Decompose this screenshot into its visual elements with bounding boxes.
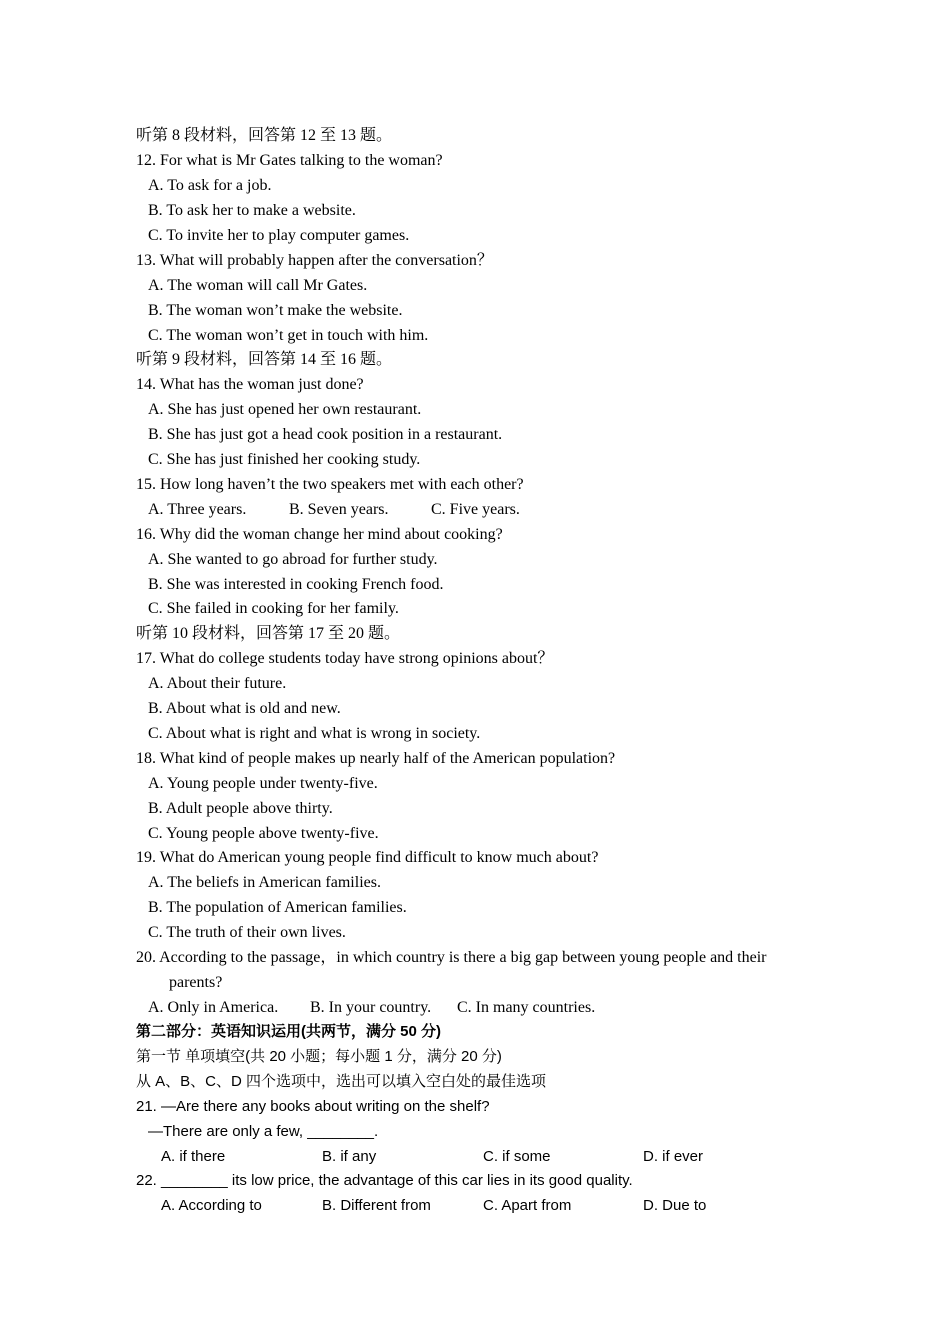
section-10-heading: 听第 10 段材料，回答第 17 至 20 题。 <box>136 625 401 642</box>
question-17-option-a: A. About their future. <box>148 675 287 692</box>
question-21-option-a: A. if there <box>161 1148 226 1165</box>
question-22-option-a: A. According to <box>161 1197 262 1214</box>
question-12-option-b: B. To ask her to make a website. <box>148 202 356 219</box>
question-17-stem: 17. What do college students today have strong opinions about？ <box>136 650 554 667</box>
question-14-option-c: C. She has just finished her cooking study. <box>148 451 421 468</box>
question-13-option-b: B. The woman won’t make the website. <box>148 302 403 319</box>
question-15-option-b: B. Seven years. <box>289 501 389 518</box>
question-16-option-a: A. She wanted to go abroad for further study. <box>148 551 438 568</box>
question-20-option-c: C. In many countries. <box>457 999 596 1016</box>
question-14-option-b: B. She has just got a head cook position in a restaurant. <box>148 426 503 443</box>
question-12-stem: 12. For what is Mr Gates talking to the woman? <box>136 152 443 169</box>
question-16-option-c: C. She failed in cooking for her family. <box>148 600 399 617</box>
question-15-option-c: C. Five years. <box>431 501 520 518</box>
question-22-stem: 22. ________ its low price, the advantage of this car lies in its good quality. <box>136 1172 633 1189</box>
part-2-title: 第二部分：英语知识运用(共两节，满分 50 分) <box>136 1023 442 1040</box>
question-13-option-c: C. The woman won’t get in touch with him. <box>148 327 429 344</box>
question-15-stem: 15. How long haven’t the two speakers met with each other? <box>136 476 524 493</box>
question-15-option-a: A. Three years. <box>148 501 247 518</box>
question-21-line-1: 21. —Are there any books about writing on the shelf? <box>136 1098 490 1115</box>
question-21-option-d: D. if ever <box>643 1148 704 1165</box>
question-12-option-c: C. To invite her to play computer games. <box>148 227 410 244</box>
question-22-option-d: D. Due to <box>643 1197 707 1214</box>
question-14-stem: 14. What has the woman just done? <box>136 376 364 393</box>
question-19-option-a: A. The beliefs in American families. <box>148 874 381 891</box>
question-18-stem: 18. What kind of people makes up nearly half of the American population? <box>136 750 616 767</box>
question-19-option-c: C. The truth of their own lives. <box>148 924 346 941</box>
question-13-option-a: A. The woman will call Mr Gates. <box>148 277 368 294</box>
section-8-heading: 听第 8 段材料，回答第 12 至 13 题。 <box>136 127 393 144</box>
question-21-line-2: —There are only a few, ________. <box>148 1123 379 1140</box>
question-17-option-b: B. About what is old and new. <box>148 700 341 717</box>
question-19-stem: 19. What do American young people find difficult to know much about? <box>136 849 599 866</box>
question-18-option-b: B. Adult people above thirty. <box>148 800 333 817</box>
section-1-title: 第一节 单项填空(共 20 小题；每小题 1 分，满分 20 分) <box>136 1048 502 1065</box>
question-12-option-a: A. To ask for a job. <box>148 177 272 194</box>
question-20-stem-continued: parents? <box>169 974 223 991</box>
question-22-option-b: B. Different from <box>322 1197 431 1214</box>
question-20-stem: 20. According to the passage，in which country is there a big gap between young people and their <box>136 949 767 966</box>
question-16-stem: 16. Why did the woman change her mind about cooking? <box>136 526 503 543</box>
question-22-option-c: C. Apart from <box>483 1197 572 1214</box>
question-20-option-b: B. In your country. <box>310 999 432 1016</box>
question-17-option-c: C. About what is right and what is wrong in society. <box>148 725 481 742</box>
question-19-option-b: B. The population of American families. <box>148 899 407 916</box>
question-18-option-c: C. Young people above twenty-five. <box>148 825 379 842</box>
section-9-heading: 听第 9 段材料，回答第 14 至 16 题。 <box>136 351 393 368</box>
question-20-option-a: A. Only in America. <box>148 999 279 1016</box>
question-16-option-b: B. She was interested in cooking French food. <box>148 576 444 593</box>
question-21-option-c: C. if some <box>483 1148 551 1165</box>
question-21-option-b: B. if any <box>322 1148 377 1165</box>
question-18-option-a: A. Young people under twenty-five. <box>148 775 378 792</box>
section-instruction: 从 A、B、C、D 四个选项中，选出可以填入空白处的最佳选项 <box>136 1073 547 1090</box>
question-14-option-a: A. She has just opened her own restaurant. <box>148 401 422 418</box>
question-13-stem: 13. What will probably happen after the conversation？ <box>136 252 493 269</box>
